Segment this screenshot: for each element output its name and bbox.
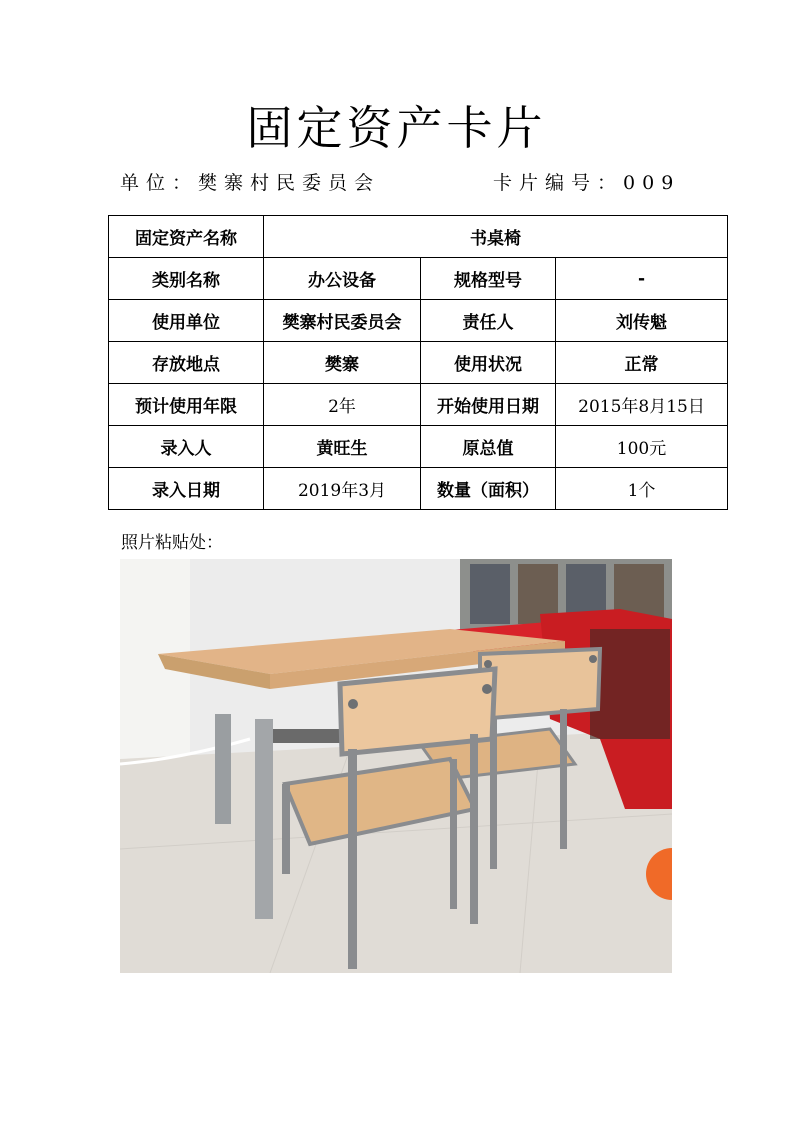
spec-label: 规格型号 xyxy=(421,258,556,300)
quantity-label: 数量（面积） xyxy=(421,468,556,510)
start-date-label: 开始使用日期 xyxy=(421,384,556,426)
lifespan-label: 预计使用年限 xyxy=(109,384,264,426)
location-label: 存放地点 xyxy=(109,342,264,384)
entry-date-label: 录入日期 xyxy=(109,468,264,510)
table-row xyxy=(109,384,728,426)
table-row xyxy=(109,426,728,468)
entry-date-value: 2019年3月 xyxy=(264,468,421,510)
status-value: 正常 xyxy=(556,342,728,384)
spec-value: - xyxy=(556,258,728,300)
lifespan-value: 2年 xyxy=(264,384,421,426)
asset-photo xyxy=(120,559,672,973)
unit-label: 单位： xyxy=(120,172,199,194)
user-unit-value: 樊寨村民委员会 xyxy=(264,300,421,342)
original-value-value: 100元 xyxy=(556,426,728,468)
card-number-line xyxy=(493,168,680,195)
entered-by-label: 录入人 xyxy=(109,426,264,468)
unit-value: 樊寨村民委员会 xyxy=(198,172,381,194)
responsible-value: 刘传魁 xyxy=(556,300,728,342)
table-row xyxy=(109,468,728,510)
table-row xyxy=(109,300,728,342)
original-value-label: 原总值 xyxy=(421,426,556,468)
status-label: 使用状况 xyxy=(421,342,556,384)
category-label: 类别名称 xyxy=(109,258,264,300)
category-value: 办公设备 xyxy=(264,258,421,300)
user-unit-label: 使用单位 xyxy=(109,300,264,342)
responsible-label: 责任人 xyxy=(421,300,556,342)
card-number-label: 卡片编号： xyxy=(493,172,624,194)
asset-name-value: 书桌椅 xyxy=(264,216,728,258)
start-date-value: 2015年8月15日 xyxy=(556,384,728,426)
table-row xyxy=(109,258,728,300)
table-row xyxy=(109,216,728,258)
asset-card-table xyxy=(108,215,728,510)
asset-name-label: 固定资产名称 xyxy=(109,216,264,258)
card-number-value: 009 xyxy=(623,172,681,194)
entered-by-value: 黄旺生 xyxy=(264,426,421,468)
page-title: 固定资产卡片 xyxy=(246,101,547,155)
photo-label: 照片粘贴处： xyxy=(121,533,223,553)
quantity-value: 1个 xyxy=(556,468,728,510)
location-value: 樊寨 xyxy=(264,342,421,384)
unit-line xyxy=(120,168,380,195)
table-row xyxy=(109,342,728,384)
